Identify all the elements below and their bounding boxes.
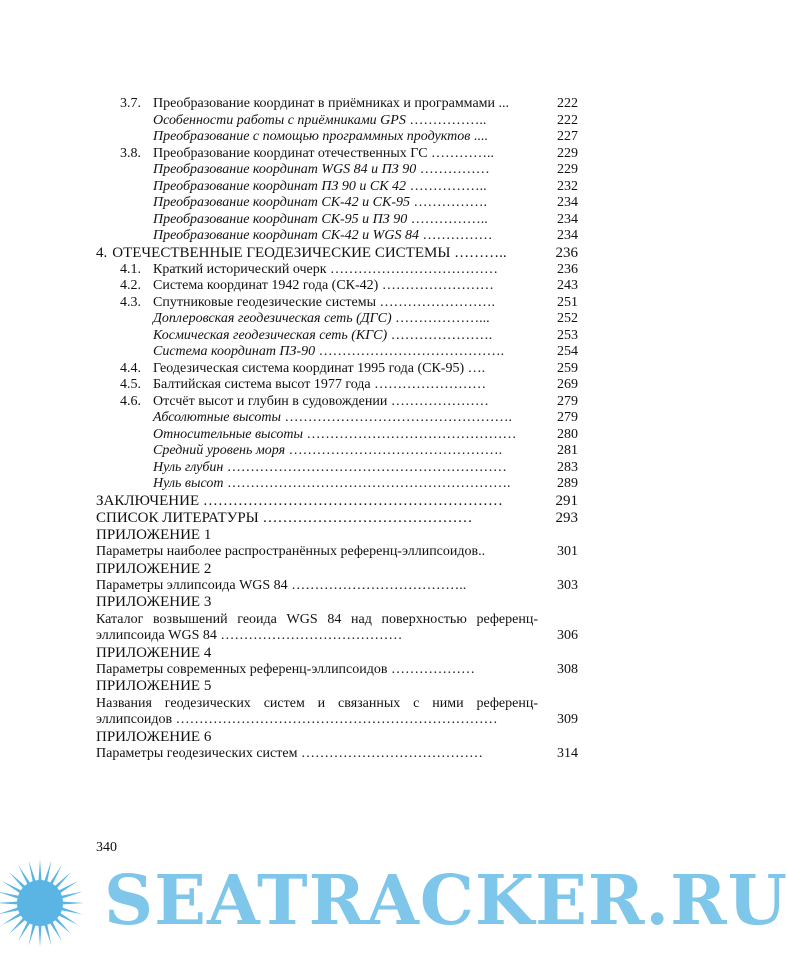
toc-entry-leader: …………………………………………………… <box>199 492 503 509</box>
toc-entry-label <box>96 612 538 645</box>
sun-ray <box>61 907 83 914</box>
toc-entry-title: Геодезическая система координат 1995 года (СК-95) <box>153 360 465 376</box>
toc-entry-page: 232 <box>557 178 578 194</box>
sun-ray <box>44 860 51 882</box>
toc-entry-title: Преобразование координат СК-42 и WGS 84 <box>153 228 419 243</box>
toc-entry-leader: …………………… <box>378 278 494 294</box>
toc-entry <box>96 146 578 163</box>
sun-ray <box>29 924 36 946</box>
toc-entry-leader: ……………………. <box>376 294 495 310</box>
toc-entry-label <box>96 344 538 361</box>
toc-entry-label <box>96 427 538 444</box>
toc-entry-title: ПРИЛОЖЕНИЕ 6 <box>96 728 212 745</box>
toc-entry <box>96 443 578 460</box>
toc-entry-number: 3.8. <box>120 145 141 161</box>
toc-entry <box>96 394 578 411</box>
toc-entry-label <box>96 476 538 493</box>
toc-entry-leader: …………………………………………………………… <box>172 712 498 727</box>
sun-ray <box>0 892 19 899</box>
toc-entry-number: 4.2. <box>120 278 141 294</box>
toc-entry <box>96 493 578 510</box>
toc-entry-page: 308 <box>557 661 578 677</box>
toc-entry <box>96 427 578 444</box>
toc-entry-page: 280 <box>557 426 578 442</box>
toc-entry-label <box>96 493 538 510</box>
toc-entry-title: Абсолютные высоты <box>153 410 281 426</box>
toc-entry-label <box>96 678 538 695</box>
toc-entry-label <box>96 262 538 279</box>
toc-entry-page: 251 <box>557 294 578 310</box>
toc-entry-label <box>96 195 538 212</box>
toc-entry-title: Система координат 1942 года (СК-42) <box>153 278 379 294</box>
toc-entry-leader: …………………… <box>370 377 487 393</box>
toc-entry-page: 259 <box>557 360 578 376</box>
toc-entry-label <box>96 113 538 130</box>
toc-entry <box>96 612 578 645</box>
toc-entry-title: Спутниковые геодезические системы <box>153 294 376 310</box>
toc-entry-title: Отсчёт высот и глубин в судовождении <box>153 393 388 409</box>
toc-entry-page: 229 <box>557 162 578 177</box>
toc-entry-label <box>96 129 538 146</box>
toc-entry-title: Преобразование с помощью программных продуктов <box>153 129 471 144</box>
toc-entry-label <box>96 162 538 179</box>
toc-entry-title: Преобразование координат СК-95 и ПЗ 90 <box>153 211 408 227</box>
toc-entry-leader: ……………. <box>409 195 487 210</box>
toc-entry-title: ПРИЛОЖЕНИЕ 4 <box>96 644 212 661</box>
toc-entry-number: 4. <box>96 244 108 261</box>
toc-entry-title: Относительные высоты <box>153 426 303 442</box>
toc-entry <box>96 212 578 229</box>
toc-entry-title: Параметры наиболее распространённых референц-эллипсоидов.. <box>96 544 486 560</box>
toc-entry-page: 243 <box>557 278 578 294</box>
toc-entry-leader: …………………. <box>387 327 493 343</box>
sun-logo-icon <box>0 853 100 953</box>
toc-entry-label <box>96 295 538 312</box>
sun-ray <box>38 859 41 881</box>
toc-entry <box>96 746 578 763</box>
table-of-contents <box>96 96 578 762</box>
toc-entry-label <box>96 443 538 460</box>
toc-entry-page: 222 <box>557 96 578 111</box>
toc-entry-title: Преобразование координат WGS 84 и ПЗ 90 <box>153 162 417 177</box>
toc-entry <box>96 645 578 662</box>
toc-entry-number: 4.3. <box>120 294 141 310</box>
toc-entry-page: 309 <box>557 712 578 727</box>
toc-entry-page: 303 <box>557 577 578 593</box>
toc-entry-leader: …………………………………. <box>315 344 505 360</box>
toc-entry <box>96 578 578 595</box>
toc-entry <box>96 678 578 695</box>
toc-entry-label <box>96 377 538 394</box>
toc-entry-label <box>96 410 538 427</box>
toc-entry <box>96 594 578 611</box>
toc-entry-title: Названия геодезических систем и связанных с ними референц-эллипсоидов <box>96 695 538 727</box>
toc-entry <box>96 129 578 146</box>
toc-entry-title: Особенности работы с приёмниками GPS <box>153 112 406 128</box>
toc-entry-label <box>96 460 538 477</box>
toc-entry-page: 253 <box>557 327 578 343</box>
toc-entry <box>96 662 578 679</box>
toc-entry-label <box>96 245 538 262</box>
toc-entry-label <box>96 746 538 763</box>
toc-entry-label <box>96 696 538 729</box>
toc-entry-label <box>96 510 538 527</box>
toc-entry <box>96 195 578 212</box>
toc-entry-leader: …………………………………………………… <box>223 459 507 475</box>
toc-entry-leader: ……………………………………… <box>303 426 517 442</box>
toc-entry <box>96 162 578 179</box>
toc-entry-label <box>96 146 538 163</box>
toc-entry-page: 236 <box>555 244 578 261</box>
toc-entry <box>96 278 578 295</box>
toc-entry-page: 301 <box>557 544 578 560</box>
toc-entry-leader: ……………… <box>387 661 475 677</box>
toc-entry-title: Доплеровская геодезическая сеть (ДГС) <box>153 311 392 327</box>
toc-entry-leader: …………….. <box>406 178 487 194</box>
toc-entry-number: 4.5. <box>120 377 141 393</box>
toc-entry <box>96 696 578 729</box>
toc-entry-page: 306 <box>557 628 578 644</box>
toc-entry-leader: ... <box>495 96 510 111</box>
toc-entry-page: 234 <box>557 195 578 210</box>
toc-entry-label <box>96 361 538 378</box>
toc-entry-title: Параметры геодезических систем <box>96 745 298 761</box>
toc-entry-page: 293 <box>555 509 578 526</box>
toc-entry-label <box>96 527 538 544</box>
toc-entry-page: 291 <box>555 492 578 509</box>
toc-entry-label <box>96 594 538 611</box>
toc-entry <box>96 510 578 527</box>
toc-entry-title: Преобразование координат ПЗ 90 и СК 42 <box>153 178 407 194</box>
toc-entry-page: 289 <box>557 476 578 492</box>
sun-core <box>17 880 63 926</box>
toc-entry <box>96 561 578 578</box>
toc-entry-label <box>96 328 538 345</box>
toc-entry-label <box>96 662 538 679</box>
toc-entry-title: Преобразование координат в приёмниках и программами <box>153 96 496 111</box>
toc-entry-page: 236 <box>557 261 578 277</box>
toc-entry-leader: …. <box>464 360 486 376</box>
toc-entry-title: Космическая геодезическая сеть (КГС) <box>153 327 388 343</box>
toc-entry-leader: ………………... <box>391 311 490 327</box>
toc-entry-title: ПРИЛОЖЕНИЕ 1 <box>96 527 212 544</box>
sun-ray <box>61 892 83 899</box>
toc-entry-page: 229 <box>557 145 578 161</box>
sun-ray <box>62 901 84 904</box>
toc-entry <box>96 262 578 279</box>
toc-entry-label <box>96 645 538 662</box>
toc-entry <box>96 344 578 361</box>
toc-entry-page: 234 <box>557 228 578 243</box>
toc-entry <box>96 295 578 312</box>
toc-entry <box>96 476 578 493</box>
toc-entry-title: Параметры современных референц-эллипсоидов <box>96 661 388 677</box>
toc-entry-title: Балтийская система высот 1977 года <box>153 377 371 393</box>
toc-entry-leader: ………………………………… <box>216 628 403 644</box>
sun-ray <box>0 907 19 914</box>
toc-entry-title: Краткий исторический очерк <box>153 261 327 277</box>
toc-entry-leader: ……………………………… <box>326 261 499 277</box>
sun-ray <box>0 901 18 904</box>
toc-entry-label <box>96 278 538 295</box>
toc-entry-label <box>96 394 538 411</box>
toc-entry-leader: ……….. <box>450 244 507 261</box>
toc-entry-title: Система координат ПЗ-90 <box>153 344 316 360</box>
toc-entry-page: 269 <box>557 377 578 393</box>
toc-entry <box>96 527 578 544</box>
toc-entry <box>96 228 578 245</box>
toc-entry-number: 4.1. <box>120 261 141 277</box>
toc-entry-page: 254 <box>557 344 578 360</box>
toc-entry-page: 281 <box>557 443 578 459</box>
toc-entry-leader: ………………………………………. <box>285 443 503 459</box>
toc-entry-leader: ………….. <box>427 145 495 161</box>
toc-entry-title: Средний уровень моря <box>153 443 286 459</box>
toc-entry <box>96 328 578 345</box>
toc-entry-label <box>96 96 538 113</box>
toc-entry <box>96 179 578 196</box>
toc-entry-number: 4.4. <box>120 360 141 376</box>
page-number: 340 <box>96 840 117 855</box>
toc-entry <box>96 311 578 328</box>
toc-entry <box>96 410 578 427</box>
toc-entry-page: 222 <box>557 112 578 128</box>
toc-entry-leader: ……………………………….. <box>287 577 467 593</box>
toc-entry-label <box>96 212 538 229</box>
toc-entry <box>96 361 578 378</box>
sun-ray <box>44 924 51 946</box>
toc-entry <box>96 113 578 130</box>
toc-entry-title: Каталог возвышений геоида WGS 84 над поверхностью референц-эллипсоида WGS 84 <box>96 611 538 644</box>
toc-entry <box>96 377 578 394</box>
watermark-brand: SEATRACKER.RU <box>104 861 788 941</box>
toc-entry-title: ПРИЛОЖЕНИЕ 3 <box>96 594 212 611</box>
toc-entry <box>96 544 578 561</box>
toc-entry-number: 3.7. <box>120 96 141 111</box>
toc-entry-label <box>96 311 538 328</box>
toc-entry-title: Нуль высот <box>153 476 224 492</box>
toc-entry-title: Преобразование координат отечественных ГС <box>153 145 428 161</box>
toc-entry <box>96 460 578 477</box>
watermark-footer <box>0 853 788 953</box>
toc-entry-leader: .... <box>470 129 488 144</box>
toc-entry-label <box>96 228 538 245</box>
toc-entry-label <box>96 561 538 578</box>
toc-entry-leader: …………….. <box>407 211 488 227</box>
toc-entry <box>96 96 578 113</box>
toc-entry-page: 227 <box>557 129 578 144</box>
toc-entry-title: ОТЕЧЕСТВЕННЫЕ ГЕОДЕЗИЧЕСКИЕ СИСТЕМЫ <box>112 244 451 261</box>
toc-entry-title: Нуль глубин <box>153 459 224 475</box>
toc-entry <box>96 729 578 746</box>
toc-entry-page: 314 <box>557 745 578 761</box>
toc-entry-leader: …………………………………………. <box>280 410 512 426</box>
toc-entry-page: 279 <box>557 410 578 426</box>
toc-entry-page: 283 <box>557 459 578 475</box>
toc-entry-title: Параметры эллипсоида WGS 84 <box>96 577 288 593</box>
toc-entry-leader: …………………………………… <box>258 509 473 526</box>
toc-entry-label <box>96 578 538 595</box>
toc-entry-page: 252 <box>557 311 578 327</box>
toc-entry-label <box>96 729 538 746</box>
toc-entry-title: ПРИЛОЖЕНИЕ 5 <box>96 678 212 695</box>
toc-entry-label <box>96 544 538 561</box>
toc-entry-leader: ……………………………………………………. <box>223 476 511 492</box>
toc-entry <box>96 245 578 262</box>
toc-entry-leader: …………… <box>418 228 493 243</box>
toc-entry-number: 4.6. <box>120 393 141 409</box>
toc-entry-title: ПРИЛОЖЕНИЕ 2 <box>96 560 212 577</box>
sun-ray <box>38 925 41 947</box>
toc-entry-leader: …………….. <box>405 112 487 128</box>
toc-entry-leader: ………………………………… <box>297 745 483 761</box>
toc-entry-label <box>96 179 538 196</box>
toc-entry-page: 279 <box>557 393 578 409</box>
toc-entry-title: Преобразование координат СК-42 и СК-95 <box>153 195 410 210</box>
toc-entry-title: СПИСОК ЛИТЕРАТУРЫ <box>96 509 259 526</box>
toc-entry-title: ЗАКЛЮЧЕНИЕ <box>96 492 200 509</box>
toc-entry-leader: ………………… <box>387 393 489 409</box>
toc-entry-page: 234 <box>557 211 578 227</box>
toc-entry-leader: …………… <box>416 162 490 177</box>
sun-ray <box>29 860 36 882</box>
